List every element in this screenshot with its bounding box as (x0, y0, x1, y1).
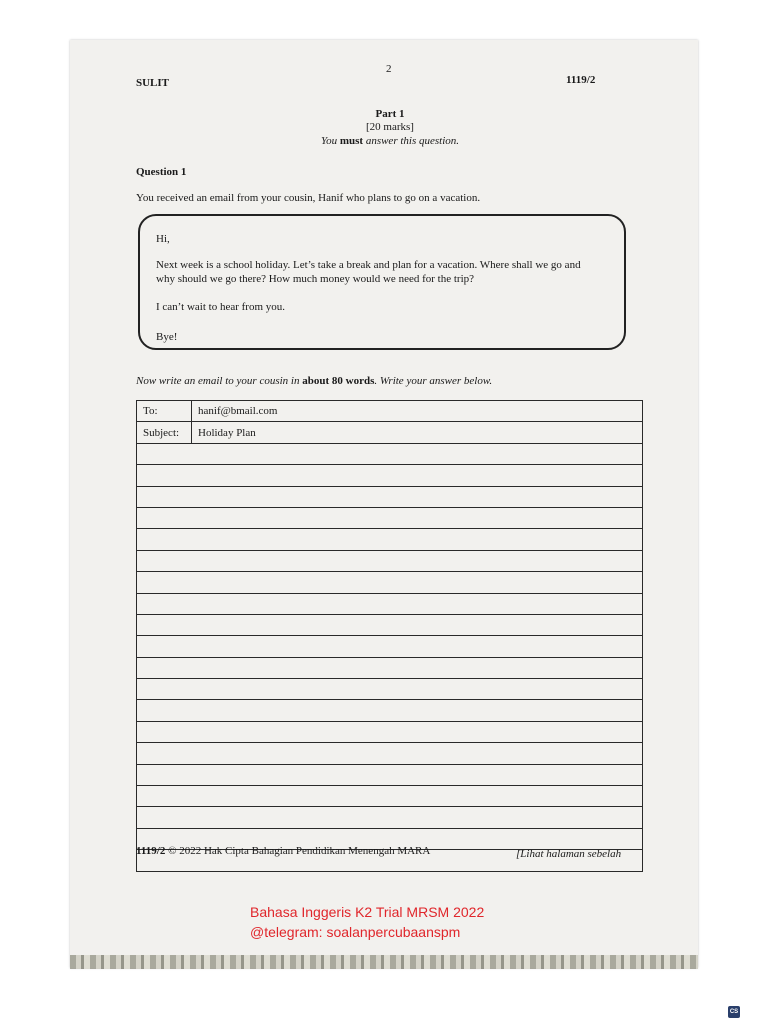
header-sulit: SULIT (136, 77, 170, 89)
answer-line[interactable] (137, 636, 643, 657)
answer-line[interactable] (137, 486, 643, 507)
subject-value[interactable]: Holiday Plan (192, 422, 643, 443)
task-pre: Now write an email to your cousin in (136, 375, 303, 387)
header-paper-code: 1119/2 (566, 74, 596, 86)
scan-edge-strip (70, 955, 698, 969)
email-body-line-1: Next week is a school holiday. Let’s take a break and plan for a vacation. Where shall we go and (156, 259, 581, 271)
footer-copyright (136, 845, 430, 857)
question-prompt: You received an email from your cousin, Hanif who plans to go on a vacation. (136, 192, 481, 204)
answer-line[interactable] (137, 443, 643, 464)
instruction-pre: You (320, 135, 340, 147)
answer-line[interactable] (137, 679, 643, 700)
answer-line[interactable] (137, 593, 643, 614)
to-row (137, 401, 643, 422)
answer-form-table (136, 400, 643, 872)
page-number: 2 (386, 63, 392, 75)
subject-label: Subject: (137, 422, 192, 443)
instruction-must: must (339, 135, 364, 147)
answer-line-cell[interactable] (137, 593, 643, 614)
answer-line[interactable] (137, 700, 643, 721)
answer-line-cell[interactable] (137, 486, 643, 507)
answer-line-cell[interactable] (137, 636, 643, 657)
answer-line-cell[interactable] (137, 614, 643, 635)
answer-line-cell[interactable] (137, 657, 643, 678)
watermark-telegram: @telegram: soalanpercubaanspm (250, 924, 461, 940)
email-message-box (138, 214, 626, 350)
answer-line-cell[interactable] (137, 807, 643, 828)
answer-line-cell[interactable] (137, 572, 643, 593)
email-body-line-2: why should we go there? How much money would we need for the trip? (156, 273, 475, 285)
answer-line[interactable] (137, 807, 643, 828)
answer-line-cell[interactable] (137, 465, 643, 486)
answer-line[interactable] (137, 550, 643, 571)
answer-line[interactable] (137, 465, 643, 486)
answer-line[interactable] (137, 529, 643, 550)
answer-line-cell[interactable] (137, 764, 643, 785)
answer-line[interactable] (137, 721, 643, 742)
answer-line-cell[interactable] (137, 679, 643, 700)
email-closing: I can’t wait to hear from you. (156, 301, 286, 313)
answer-line-cell[interactable] (137, 443, 643, 464)
question-title: Question 1 (136, 166, 187, 178)
subject-row (137, 422, 643, 443)
task-post: . Write your answer below. (374, 375, 493, 387)
to-label: To: (137, 401, 192, 422)
watermark-title: Bahasa Inggeris K2 Trial MRSM 2022 (250, 904, 485, 920)
answer-line-cell[interactable] (137, 743, 643, 764)
instruction-post: answer this question. (363, 135, 460, 147)
answer-line[interactable] (137, 786, 643, 807)
answer-line[interactable] (137, 657, 643, 678)
footer-copyright-text: © 2022 Hak Cipta Bahagian Pendidikan Menengah MARA (165, 845, 431, 857)
part-marks: [20 marks] (366, 121, 414, 133)
part-instruction (240, 135, 540, 147)
footer-next-page: [Lihat halaman sebelah (516, 848, 622, 860)
answer-line[interactable] (137, 614, 643, 635)
answer-line-cell[interactable] (137, 529, 643, 550)
answer-line-cell[interactable] (137, 550, 643, 571)
answer-line[interactable] (137, 572, 643, 593)
task-word-count: about 80 words (302, 375, 375, 387)
answer-line-cell[interactable] (137, 721, 643, 742)
answer-line[interactable] (137, 764, 643, 785)
answer-line-cell[interactable] (137, 700, 643, 721)
camscanner-icon: CS (728, 1006, 740, 1018)
footer-code: 1119/2 (136, 845, 166, 857)
answer-line-cell[interactable] (137, 507, 643, 528)
task-instruction (136, 375, 492, 387)
email-greeting: Hi, (156, 233, 170, 245)
answer-line[interactable] (137, 507, 643, 528)
email-signoff: Bye! (156, 331, 178, 343)
answer-line-cell[interactable] (137, 786, 643, 807)
answer-line[interactable] (137, 743, 643, 764)
to-value[interactable]: hanif@bmail.com (192, 401, 643, 422)
part-title: Part 1 (375, 108, 405, 120)
